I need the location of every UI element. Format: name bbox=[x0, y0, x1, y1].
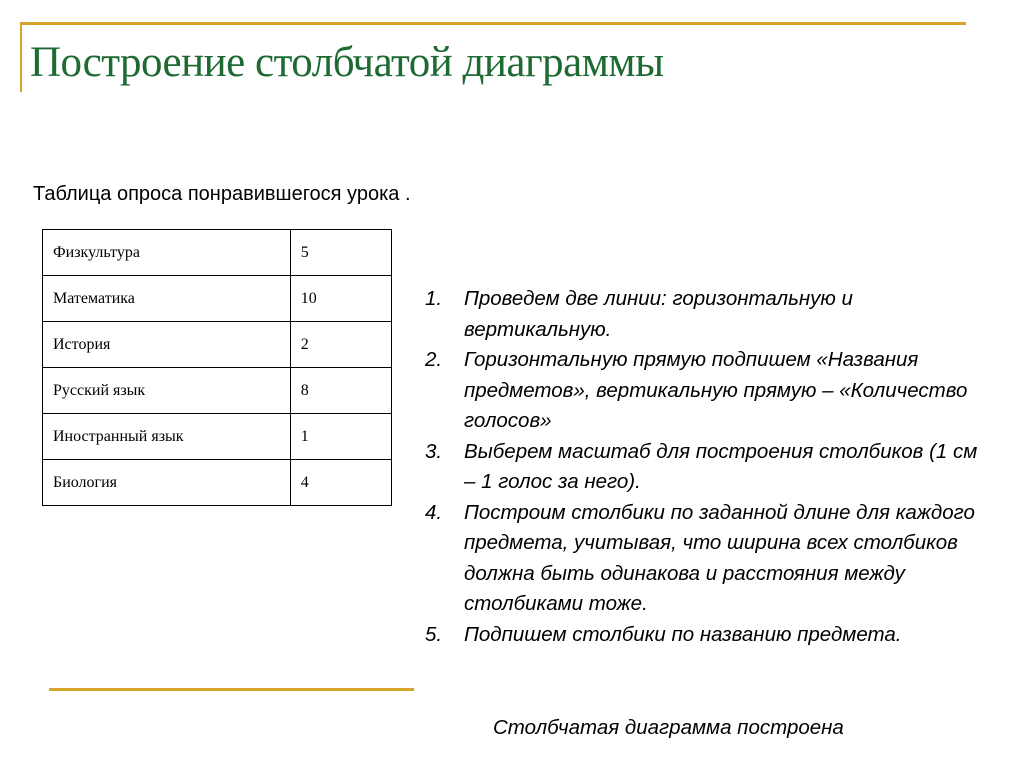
votes-cell: 1 bbox=[290, 414, 391, 460]
steps-list bbox=[425, 284, 985, 650]
votes-cell: 4 bbox=[290, 460, 391, 506]
subject-cell: Биология bbox=[43, 460, 291, 506]
step-item bbox=[425, 345, 985, 437]
table-row bbox=[43, 460, 392, 506]
table-row bbox=[43, 276, 392, 322]
step-item bbox=[425, 620, 985, 651]
step-number: 1. bbox=[425, 287, 443, 310]
subject-cell: Русский язык bbox=[43, 368, 291, 414]
step-item bbox=[425, 498, 985, 620]
step-text: Проведем две линии: горизонтальную и вертикальную. bbox=[464, 287, 853, 341]
step-number: 2. bbox=[425, 348, 443, 371]
step-number: 3. bbox=[425, 439, 443, 463]
step-text: Горизонтальную прямую подпишем «Названия предметов», вертикальную прямую – «Количество голосов» bbox=[464, 348, 968, 432]
slide-title: Построение столбчатой диаграммы bbox=[30, 39, 664, 86]
conclusion-text: Столбчатая диаграмма построена bbox=[493, 716, 844, 739]
subject-cell: История bbox=[43, 322, 291, 368]
step-text: Построим столбики по заданной длине для каждого предмета, учитывая, что ширина всех столбиков должна быть одинакова и расстояния между столбиками тоже. bbox=[464, 500, 975, 615]
subject-cell: Физкультура bbox=[43, 230, 291, 276]
step-text: Подпишем столбики по названию предмета. bbox=[464, 622, 902, 646]
step-number: 5. bbox=[425, 622, 443, 646]
subject-cell: Математика bbox=[43, 276, 291, 322]
votes-cell: 10 bbox=[290, 276, 391, 322]
votes-cell: 5 bbox=[290, 230, 391, 276]
step-text: Выберем масштаб для построения столбиков (1 см – 1 голос за него). bbox=[464, 439, 978, 493]
step-item bbox=[425, 284, 985, 345]
survey-table bbox=[42, 229, 392, 506]
table-row bbox=[43, 230, 392, 276]
step-item bbox=[425, 437, 985, 498]
table-row bbox=[43, 414, 392, 460]
top-accent-rule bbox=[20, 22, 966, 25]
table-caption: Таблица опроса понравившегося урока . bbox=[33, 183, 411, 205]
left-accent-rule bbox=[20, 22, 22, 92]
table-row bbox=[43, 322, 392, 368]
subject-cell: Иностранный язык bbox=[43, 414, 291, 460]
step-number: 4. bbox=[425, 500, 443, 524]
table-row bbox=[43, 368, 392, 414]
votes-cell: 8 bbox=[290, 368, 391, 414]
bottom-accent-rule bbox=[49, 688, 414, 691]
votes-cell: 2 bbox=[290, 322, 391, 368]
